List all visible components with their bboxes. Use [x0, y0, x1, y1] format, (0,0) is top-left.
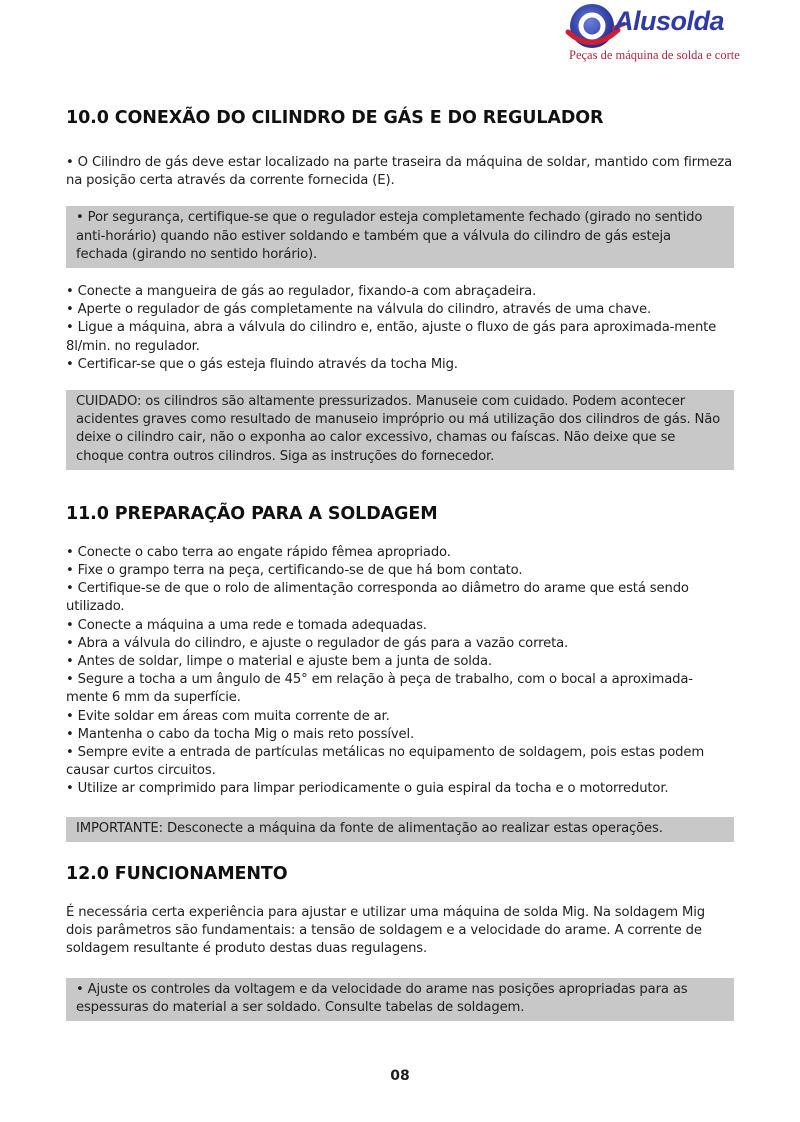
list-item: • Conecte o cabo terra ao engate rápido fêmea apropriado.	[66, 544, 451, 560]
section-10-bullet-list	[66, 283, 734, 374]
list-item: • Certifique-se de que o rolo de alimentação corresponda ao diâmetro do arame que está sendo utilizado.	[66, 581, 689, 615]
list-item: • Evite soldar em áreas com muita corrente de ar.	[66, 708, 390, 724]
page-number: 08	[390, 1068, 410, 1084]
section-11-title: 11.0 PREPARAÇÃO PARA A SOLDAGEM	[66, 503, 438, 524]
section-10-caution-box	[66, 390, 734, 470]
logo-tagline: Peças de máquina de solda e corte	[569, 48, 740, 62]
section-10-safety-text: • Por segurança, certifique-se que o regulador esteja completamente fechado (girado no sentido anti-horário) quando não estiver soldando e também que a válvula do cilindro de gás esteja fechada (girando no sentido horário).	[76, 210, 703, 262]
section-11-important-text: IMPORTANTE: Desconecte a máquina da fonte de alimentação ao realizar estas operações.	[76, 820, 663, 836]
list-item: • Abra a válvula do cilindro, e ajuste o regulador de gás para a vazão correta.	[66, 635, 569, 651]
list-item: • Utilize ar comprimido para limpar periodicamente o guia espiral da tocha e o motorredutor.	[66, 781, 669, 797]
list-item: • Sempre evite a entrada de partículas metálicas no equipamento de soldagem, pois estas podem causar curtos circuitos.	[66, 745, 705, 779]
list-item: • Conecte a mangueira de gás ao regulador, fixando-a com abraçadeira.	[66, 284, 537, 300]
list-item: • Mantenha o cabo da tocha Mig o mais reto possível.	[66, 726, 415, 742]
section-12-intro: É necessária certa experiência para ajustar e utilizar uma máquina de solda Mig. Na soldagem Mig dois parâmetros são fundamentais: a tensão de soldagem e a velocidade do arame. A corrente de soldagem resultante é produto destas duas regulagens.	[66, 904, 705, 957]
section-10-caution-text: CUIDADO: os cilindros são altamente pressurizados. Manuseie com cuidado. Podem acontecer acidentes graves como resultado de manuseio impróprio ou má utilização dos cilindros de gás. Não deixe o cilindro cair, não o exponha ao calor excessivo, chamas ou faíscas. Não deixe que se choque contra outros cilindros. Siga as instruções do fornecedor.	[76, 394, 721, 464]
page-content	[66, 108, 734, 1021]
list-item: • Fixe o grampo terra na peça, certificando-se de que há bom contato.	[66, 563, 523, 579]
list-item: • Aperte o regulador de gás completamente na válvula do cilindro, através de uma chave.	[66, 302, 652, 318]
section-12-adjust-text: • Ajuste os controles da voltagem e da velocidade do arame nas posições apropriadas para as espessuras do material a ser soldado. Consulte tabelas de soldagem.	[76, 981, 688, 1015]
list-item: • Conecte a máquina a uma rede e tomada adequadas.	[66, 617, 427, 633]
list-item: • Ligue a máquina, abra a válvula do cilindro e, então, ajuste o fluxo de gás para aproximada-mente 8l/min. no regulador.	[66, 320, 717, 354]
section-11-important-box	[66, 817, 734, 842]
list-item: • Segure a tocha a um ângulo de 45° em relação à peça de trabalho, com o bocal a aproximada-mente 6 mm da superfície.	[66, 672, 693, 706]
logo-wordmark: Alusolda	[614, 6, 725, 36]
section-10-safety-box	[66, 206, 734, 268]
section-12-title: 12.0 FUNCIONAMENTO	[66, 863, 288, 884]
list-item: • Certificar-se que o gás esteja fluindo através da tocha Mig.	[66, 356, 458, 372]
list-item: • Antes de soldar, limpe o material e ajuste bem a junta de solda.	[66, 654, 492, 670]
section-10-title: 10.0 CONEXÃO DO CILINDRO DE GÁS E DO REGULADOR	[66, 108, 604, 128]
section-10-intro: • O Cilindro de gás deve estar localizado na parte traseira da máquina de soldar, mantido com firmeza na posição certa através da corrente fornecida (E).	[66, 155, 733, 189]
section-12-adjust-box	[66, 978, 734, 1021]
section-11-bullet-list	[66, 544, 734, 799]
